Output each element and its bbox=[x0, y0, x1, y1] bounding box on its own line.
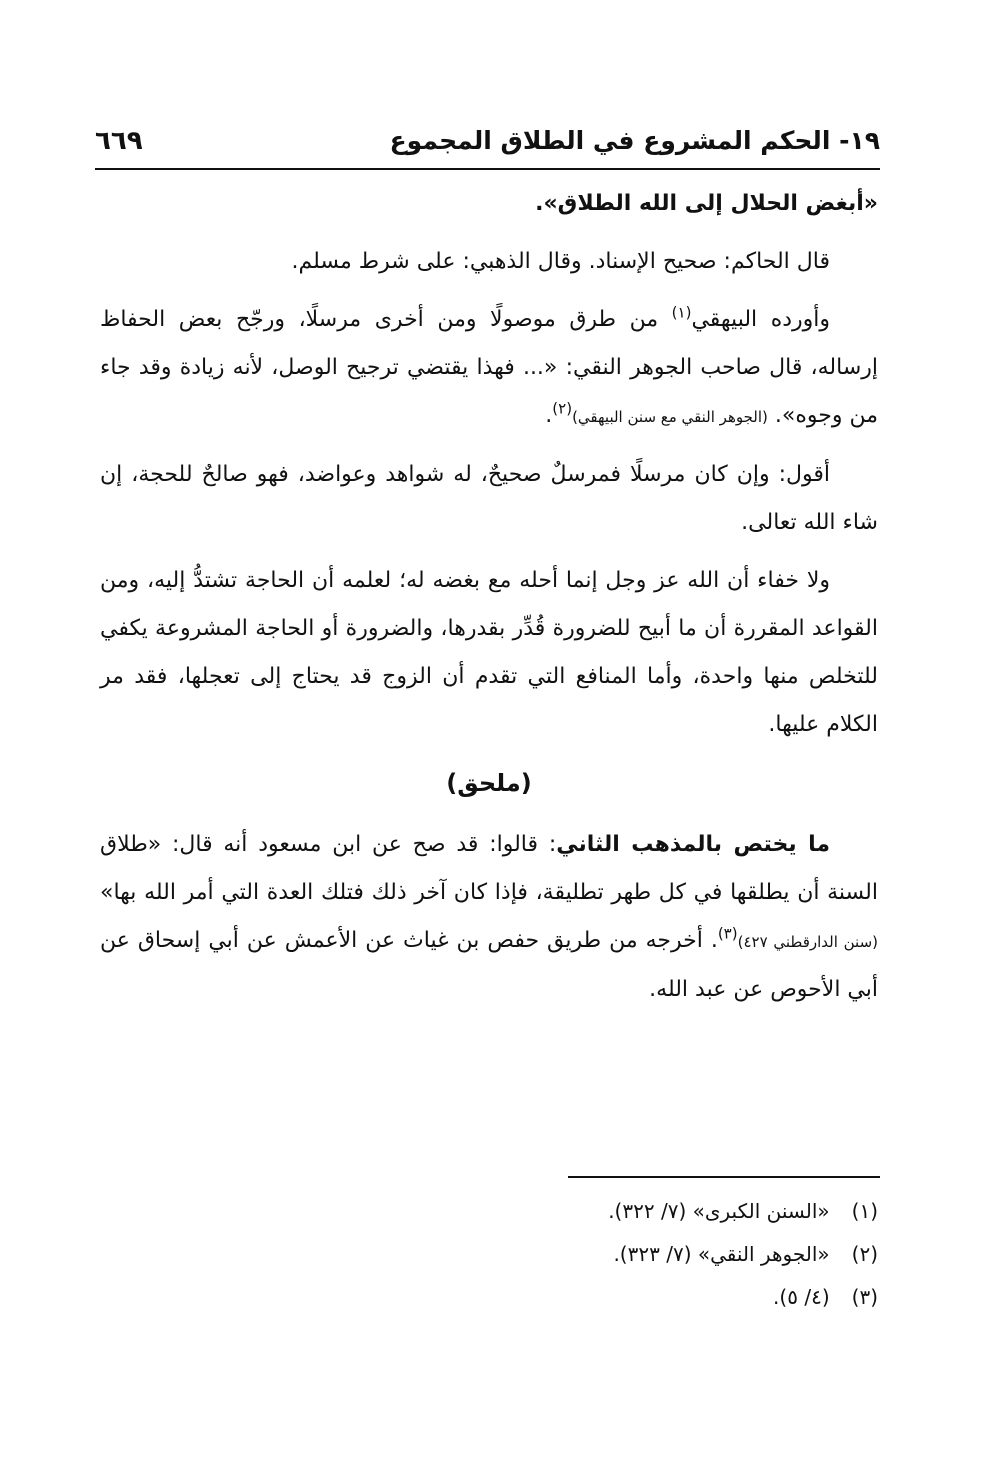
footnote-item bbox=[100, 1276, 878, 1319]
paragraph-hakim: قال الحاكم: صحيح الإسناد. وقال الذهبي: على شرط مسلم. bbox=[291, 249, 830, 274]
inline-reference: (الجوهر النقي مع سنن البيهقي) bbox=[572, 408, 768, 426]
section-heading: (ملحق) bbox=[446, 769, 532, 797]
paragraph-lead: ما يختص بالمذهب الثاني bbox=[556, 832, 830, 857]
footnote-marker-3: (٣) bbox=[717, 924, 738, 943]
footnote-marker-2: (٢) bbox=[552, 399, 573, 418]
paragraph-bayhaqi bbox=[100, 296, 878, 441]
page-number: ٦٦٩ bbox=[95, 126, 143, 156]
footnote-text: «الجوهر النقي» (٧/ ٣٢٣). bbox=[613, 1242, 830, 1266]
running-title: ١٩- الحكم المشروع في الطلاق المجموع bbox=[389, 126, 880, 155]
footnote-marker-1: (١) bbox=[671, 303, 692, 322]
footnote-text: (٤/ ٥). bbox=[773, 1285, 830, 1309]
footnotes bbox=[100, 1190, 878, 1319]
footnote-item bbox=[100, 1190, 878, 1233]
paragraph-text: وأورده البيهقي bbox=[691, 307, 831, 332]
hadith-quote: «أبغض الحلال إلى الله الطلاق». bbox=[535, 191, 878, 216]
paragraph-text: . أخرجه من طريق حفص بن غياث عن الأعمش عن أبي إسحاق عن أبي الأحوص عن عبد الله. bbox=[100, 928, 878, 1002]
header-rule bbox=[95, 168, 880, 170]
page-header bbox=[95, 118, 880, 170]
paragraph-text: من طرق موصولًا ومن أخرى مرسلًا، ورجّح بعض الحفاظ إرساله، قال صاحب الجوهر النقي: «... فهذا يقتضي ترجيح الوصل، لأنه زيادة وقد جاء من وجوه». bbox=[100, 307, 878, 428]
footnote-number: (٢) bbox=[851, 1242, 878, 1266]
paragraph-text: : قالوا: قد صح عن ابن مسعود أنه قال: «طلاق السنة أن يطلقها في كل طهر تطليقة، فإذا كان آخر ذلك فتلك العدة التي أمر الله بها» bbox=[100, 832, 878, 905]
paragraph-second-school bbox=[100, 821, 878, 1014]
footnote-item bbox=[100, 1233, 878, 1276]
footnote-separator bbox=[568, 1176, 880, 1178]
paragraph-necessity: ولا خفاء أن الله عز وجل إنما أحله مع بغضه له؛ لعلمه أن الحاجة تشتدُّ إليه، ومن القواعد المقررة أن ما أبيح للضرورة قُدِّر بقدرها، والضرورة أو الحاجة المشروعة يكفي للتخلص منها واحدة، وأما المنافع التي تقدم أن الزوج قد يحتاج إلى تعجلها، فقد مر الكلام عليها. bbox=[100, 568, 878, 737]
paragraph-author-comment: أقول: وإن كان مرسلًا فمرسلٌ صحيحٌ، له شواهد وعواضد، فهو صالحٌ للحجة، إن شاء الله تعالى. bbox=[100, 462, 878, 535]
inline-reference: (سنن الدارقطني ٤٢٧) bbox=[737, 933, 878, 951]
paragraph-text: . bbox=[545, 403, 553, 428]
main-text bbox=[100, 180, 878, 1024]
footnote-text: «السنن الكبرى» (٧/ ٣٢٢). bbox=[608, 1199, 830, 1223]
footnote-number: (٣) bbox=[851, 1285, 878, 1309]
footnote-number: (١) bbox=[851, 1199, 878, 1223]
